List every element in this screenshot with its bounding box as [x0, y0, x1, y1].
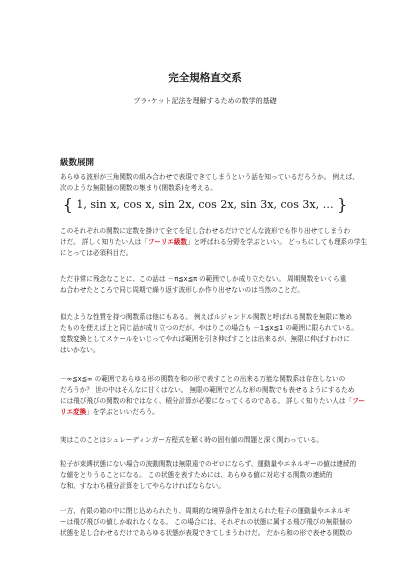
paragraph-schrodinger [60, 435, 354, 446]
text-line [60, 237, 368, 248]
function-set-formula [0, 195, 410, 214]
text-line: 次のような無限個の関数の集まり(関数系)を考える。 [60, 184, 217, 192]
text-fragment: 」を学ぶといいだろう。 [86, 408, 159, 416]
text-line: 一方、有限の箱の中に閉じ込められたり、周期的な境界条件を加えられた粒子の運動量やエネルギ [60, 507, 351, 515]
page-subtitle: ブラ･ケット記法を理解するための数学的基礎 [133, 97, 277, 105]
paragraph-fourier-transform [60, 374, 366, 418]
text-line: 実はこのことはシュレーディンガー方程式を解く時の固有値の問題と深く関わっている。 [60, 436, 324, 444]
paragraph-fourier-series [60, 226, 368, 259]
text-line: 変数変換としてスケールをいじってやれば範囲を引き伸ばすことは出来るが、無限に伸ばすわけに [60, 335, 350, 343]
text-line: ただ非常に残念なことに、この話は －π≦x≦π の範囲でしか成り立たない。 周期関数をいくら重 [60, 275, 347, 283]
text-line: －∞≦x≦∞ の範囲であらゆる形の関数を和の形で表すことの出来る万能な関数系は存在しないの [60, 375, 346, 383]
text-line [60, 407, 354, 418]
fourier-series-term: フーリエ級数 [147, 238, 188, 246]
text-fragment: には飛び飛びの関数の和ではなく、積分計算が必要になってくるのである。 詳しく知りたい人は「 [60, 397, 353, 405]
formula-open-brace: { [62, 195, 73, 214]
text-line: 状態を足し合わせるだけであらゆる状態が表現できてしまうわけだ。 だから和の形で表せる関数の [60, 529, 353, 537]
text-line: ーは飛び飛びの値しか取れなくなる。 この場合には、それぞれの状態に属する飛び飛びの無限個の [60, 518, 353, 526]
formula-body: 1, sin x, cos x, sin 2x, cos 2x, sin 3x, cos 3x, … [76, 198, 334, 211]
text-line: ね合わせたところで同じ周期で繰り返す波形しか作り出せないのは当然のことだ。 [60, 286, 304, 294]
section-heading: 級数展開 [60, 158, 95, 168]
text-line: このそれぞれの関数に定数を掛けて全てを足し合わせるだけでどんな波形でも作り出せてしまうわ [60, 227, 351, 235]
text-line: 粒子が束縛状態にない場合の波動関数は無限遠でのゼロにならず、運動量やエネルギーの値は連続的 [60, 460, 357, 468]
text-line: だろうか？ 世の中はそんなに甘くはない。 無限の範囲でどんな形の関数でも表せるようにするため [60, 386, 355, 394]
text-line [60, 396, 366, 407]
paragraph-unbound-state [60, 459, 357, 492]
page-title: 完全規格直交系 [168, 72, 242, 84]
text-line: あらゆる波形が三角関数の組み合わせで表現できてしまうという話を知っているだろうか。 例えば、 [60, 173, 359, 181]
paragraph-range-limit [60, 274, 354, 296]
paragraph-bound-state [60, 506, 354, 539]
paragraph-intro [60, 172, 359, 194]
fourier-transform-term: フー [352, 397, 366, 405]
paragraph-legendre [60, 312, 358, 356]
text-line: な値をとりうることになる。 この状態を表すためには、あらゆる値に対応する関数の連続的 [60, 471, 333, 479]
text-line: はいかない。 [60, 346, 100, 354]
text-fragment: けだ。 詳しく知りたい人は「 [60, 238, 148, 246]
text-line: 似たような性質を持つ関数系は他にもある。 例えばルジャンドル関数と呼ばれる関数を無限に集め [60, 313, 352, 321]
text-line: な和、すなわち積分計算をしてやらなければならない。 [60, 482, 225, 490]
fourier-transform-term: リエ変換 [60, 408, 87, 416]
text-line: にとっては必須科目だ。 [60, 249, 133, 257]
formula-close-brace: } [337, 195, 348, 214]
text-fragment: 」と呼ばれる分野を学ぶといい。 どっちにしても理系の学生 [187, 238, 368, 246]
text-line: たものを使えば上と同じ話が成り立つのだが、やはりこの場合も －1≦x≦1 の範囲に限られている。 [60, 324, 358, 332]
